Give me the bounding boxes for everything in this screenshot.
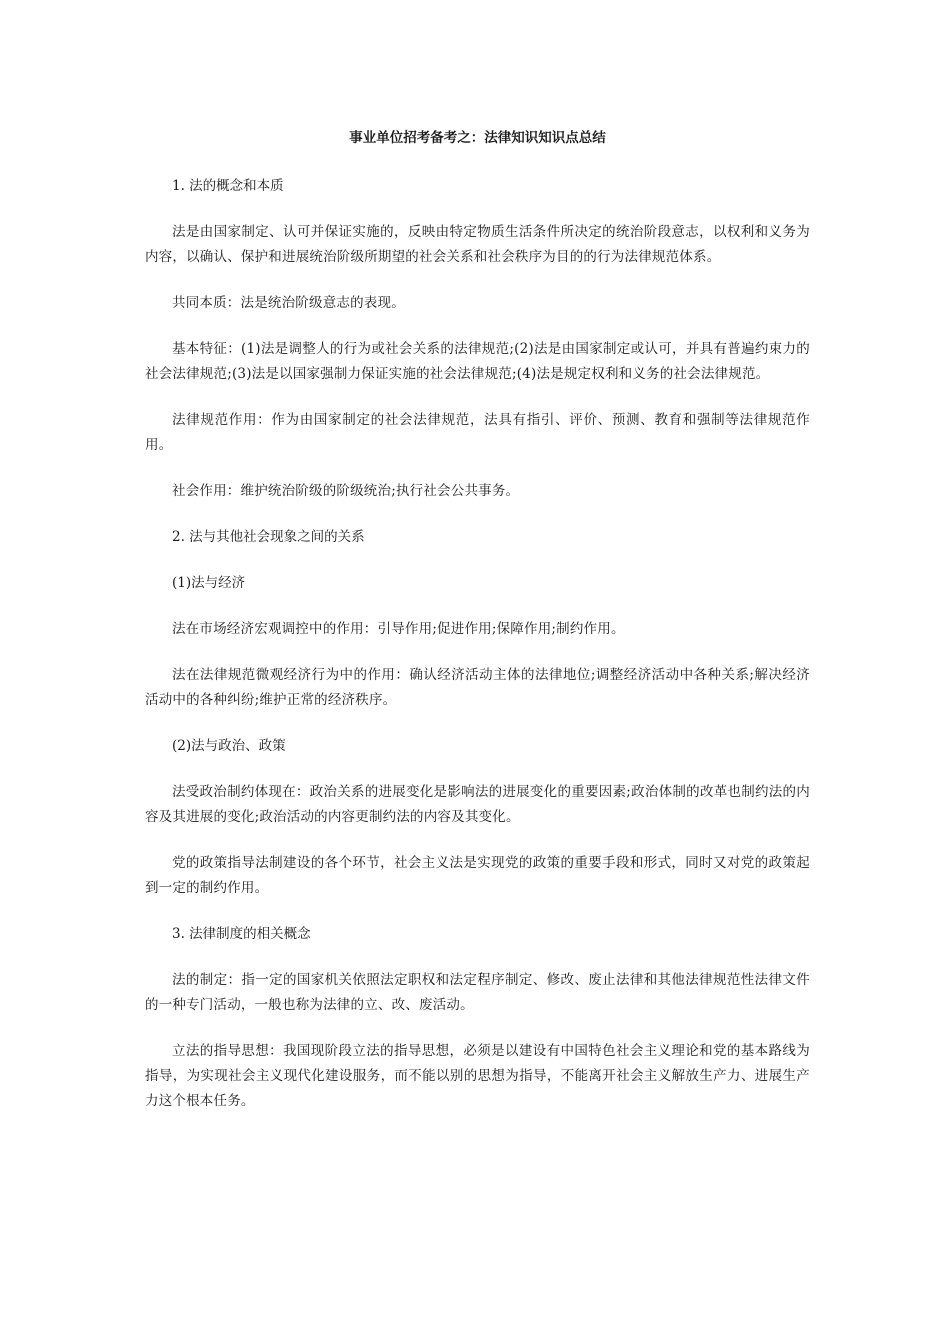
paragraph-normative-function: 法律规范作用：作为由国家制定的社会法律规范，法具有指引、评价、预测、教育和强制等法律规范作用。 <box>145 412 810 453</box>
section-heading-1: 1. 法的概念和本质 <box>172 178 284 194</box>
paragraph-common-essence: 共同本质：法是统治阶级意志的表现。 <box>172 295 405 311</box>
paragraph-legislative-guideline: 立法的指导思想：我国现阶段立法的指导思想，必须是以建设有中国特色社会主义理论和党的基本路线为指导，为实现社会主义现代化建设服务，而不能以别的思想为指导，不能离开社会主义解放生产力、进展生产力这个根本任务。 <box>145 1043 810 1109</box>
paragraph-social-function: 社会作用：维护统治阶级的阶级统治;执行社会公共事务。 <box>172 483 520 499</box>
document-page <box>145 128 810 1135</box>
section-heading-3: 3. 法律制度的相关概念 <box>172 926 311 942</box>
section-heading-2: 2. 法与其他社会现象之间的关系 <box>172 529 365 545</box>
subsection-heading-politics: (2)法与政治、政策 <box>172 738 286 754</box>
document-title: 事业单位招考备考之：法律知识知识点总结 <box>349 130 606 146</box>
paragraph-political-constraint: 法受政治制约体现在：政治关系的进展变化是影响法的进展变化的重要因素;政治体制的改革也制约法的内容及其进展的变化;政治活动的内容更制约法的内容及其变化。 <box>145 784 810 825</box>
paragraph-party-policy: 党的政策指导法制建设的各个环节，社会主义法是实现党的政策的重要手段和形式，同时又对党的政策起到一定的制约作用。 <box>145 855 810 896</box>
paragraph-micro-economy: 法在法律规范微观经济行为中的作用：确认经济活动主体的法律地位;调整经济活动中各种关系;解决经济活动中的各种纠纷;维护正常的经济秩序。 <box>145 667 810 708</box>
paragraph-macro-control: 法在市场经济宏观调控中的作用：引导作用;促进作用;保障作用;制约作用。 <box>172 621 625 637</box>
paragraph-law-making: 法的制定：指一定的国家机关依照法定职权和法定程序制定、修改、废止法律和其他法律规范性法律文件的一种专门活动，一般也称为法律的立、改、废活动。 <box>145 972 810 1013</box>
paragraph-basic-features: 基本特征：(1)法是调整人的行为或社会关系的法律规范;(2)法是由国家制定或认可，并具有普遍约束力的社会法律规范;(3)法是以国家强制力保证实施的社会法律规范;(4)法是规定权利和义务的社会法律规范。 <box>145 341 810 382</box>
subsection-heading-economy: (1)法与经济 <box>172 575 246 591</box>
paragraph-law-definition: 法是由国家制定、认可并保证实施的，反映由特定物质生活条件所决定的统治阶段意志，以权利和义务为内容，以确认、保护和进展统治阶级所期望的社会关系和社会秩序为目的的行为法律规范体系。 <box>145 224 810 265</box>
